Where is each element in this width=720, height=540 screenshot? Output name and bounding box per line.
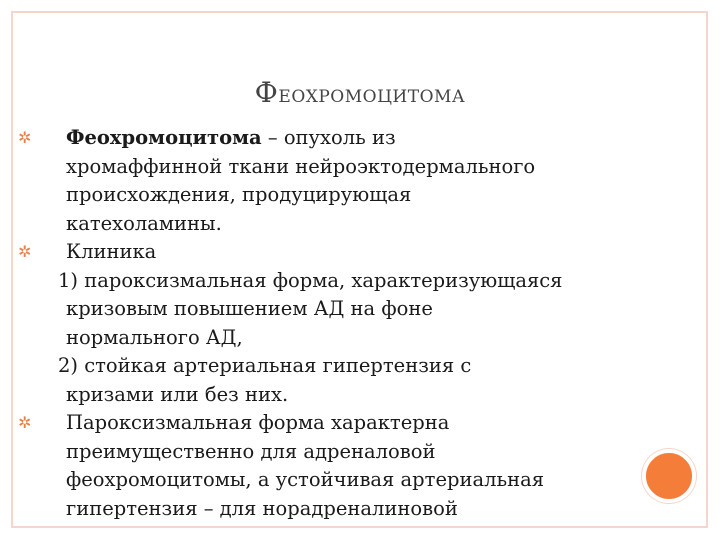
bullet-continuation: феохромоцитомы, а устойчивая артериальная (66, 468, 545, 491)
bullet-continuation: преимущественно для адреналовой (66, 439, 436, 463)
bullet-text: Клиника (66, 240, 157, 263)
numbered-item-2: 2) стойкая артериальная гипертензия с (58, 354, 472, 377)
numbered-continuation: кризами или без них. (66, 382, 289, 406)
gear-bullet-icon: ✲ (18, 242, 32, 261)
numbered-continuation: кризовым повышением АД на фоне (66, 297, 433, 320)
bullet-continuation: катехоламины. (66, 211, 222, 235)
bullet-item-1 (18, 124, 658, 153)
slide-title-initial: Ф (254, 76, 279, 109)
bullet-item-2 (18, 238, 658, 267)
bullet-continuation: происхождения, продуцирующая (66, 183, 412, 206)
bullet-item-3 (18, 409, 658, 438)
gear-bullet-icon: ✲ (18, 413, 32, 432)
bullet-continuation: хромаффинной ткани нейроэктодермального (66, 154, 536, 178)
numbered-item-1: 1) пароксизмальная форма, характеризующаяся (58, 268, 563, 292)
bullet-text: Пароксизмальная форма характерна (66, 411, 450, 434)
gear-bullet-icon: ✲ (18, 128, 32, 147)
bullet-continuation: гипертензия – для норадреналиновой (66, 496, 458, 520)
slide-title-rest: ЕОХРОМОЦИТОМА (278, 87, 466, 107)
bullet-text: – опухоль из (261, 126, 396, 149)
numbered-continuation: нормального АД, (66, 325, 243, 349)
slide-body (18, 124, 658, 523)
slide-title (0, 76, 720, 109)
decorative-circle (642, 449, 696, 503)
term-bold: Феохромоцитома (66, 126, 262, 149)
